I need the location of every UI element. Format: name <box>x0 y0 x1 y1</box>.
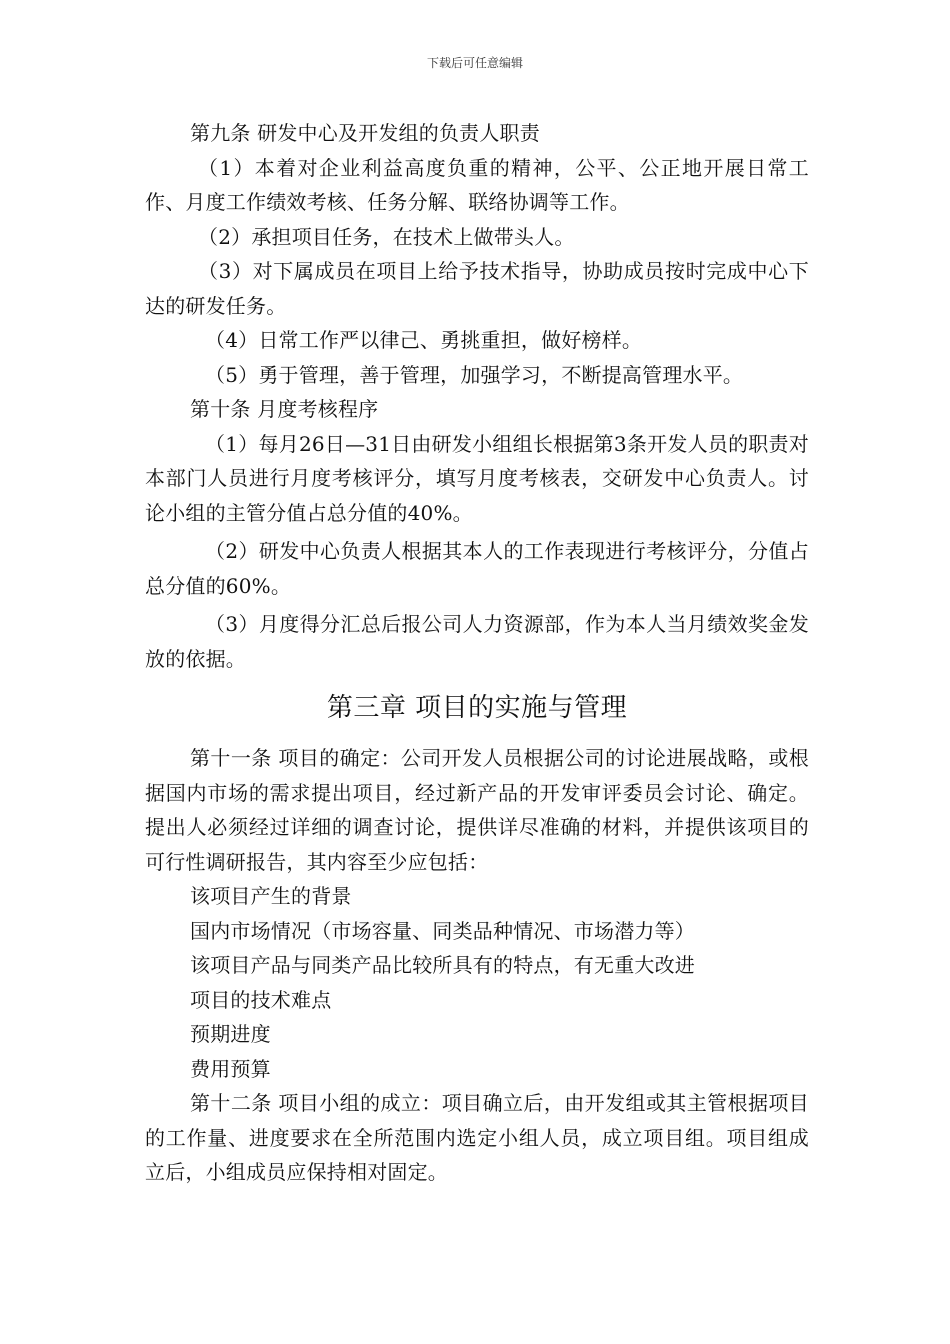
article-11-list-item: 该项目产品与同类产品比较所具有的特点，有无重大改进 <box>190 953 695 977</box>
chapter-3-heading: 第三章 项目的实施与管理 <box>326 693 628 723</box>
article-10-item-3: （3）月度得分汇总后报公司人力资源部，作为本人当月绩效奖金发放的依据。 <box>145 612 809 671</box>
article-11-list-item: 预期进度 <box>190 1022 271 1046</box>
article-9-item-2: （2）承担项目任务，在技术上做带头人。 <box>198 224 575 249</box>
article-11-list-item: 国内市场情况（市场容量、同类品种情况、市场潜力等） <box>190 918 695 943</box>
article-10-title: 第十条 月度考核程序 <box>190 397 379 421</box>
article-10-item-2: （2）研发中心负责人根据其本人的工作表现进行考核评分，分值占总分值的60%。 <box>145 539 809 598</box>
document-body <box>145 116 809 1190</box>
article-9-item-5: （5）勇于管理，善于管理，加强学习，不断提高管理水平。 <box>205 362 744 387</box>
article-11-list-item: 项目的技术难点 <box>190 987 332 1012</box>
article-9-title: 第九条 研发中心及开发组的负责人职责 <box>190 121 540 145</box>
article-11-list-item: 费用预算 <box>190 1056 271 1081</box>
article-9-item-3: （3）对下属成员在项目上给予技术指导，协助成员按时完成中心下达的研发任务。 <box>145 259 809 318</box>
article-10-item-1: （1）每月26日—31日由研发小组组长根据第3条开发人员的职责对本部门人员进行月度考核评分，填写月度考核表，交研发中心负责人。讨论小组的主管分值占总分值的40%。 <box>145 431 809 525</box>
article-11-list-item: 该项目产生的背景 <box>190 884 352 908</box>
article-9-item-4: （4）日常工作严以律己、勇挑重担，做好榜样。 <box>205 328 643 352</box>
article-9-item-1: （1）本着对企业利益高度负重的精神，公平、公正地开展日常工作、月度工作绩效考核、任务分解、联络协调等工作。 <box>145 155 809 214</box>
article-12-paragraph: 第十二条 项目小组的成立：项目确立后，由开发组或其主管根据项目的工作量、进度要求在全所范围内选定小组人员，成立项目组。项目组成立后，小组成员应保持相对固定。 <box>145 1091 809 1184</box>
article-11-paragraph: 第十一条 项目的确定：公司开发人员根据公司的讨论进展战略，或根据国内市场的需求提出项目，经过新产品的开发审评委员会讨论、确定。提出人必须经过详细的调查讨论，提供详尽准确的材料，并提供该项目的可行性调研报告，其内容至少应包括： <box>145 746 809 874</box>
page-header: 下载后可任意编辑 <box>426 56 523 70</box>
